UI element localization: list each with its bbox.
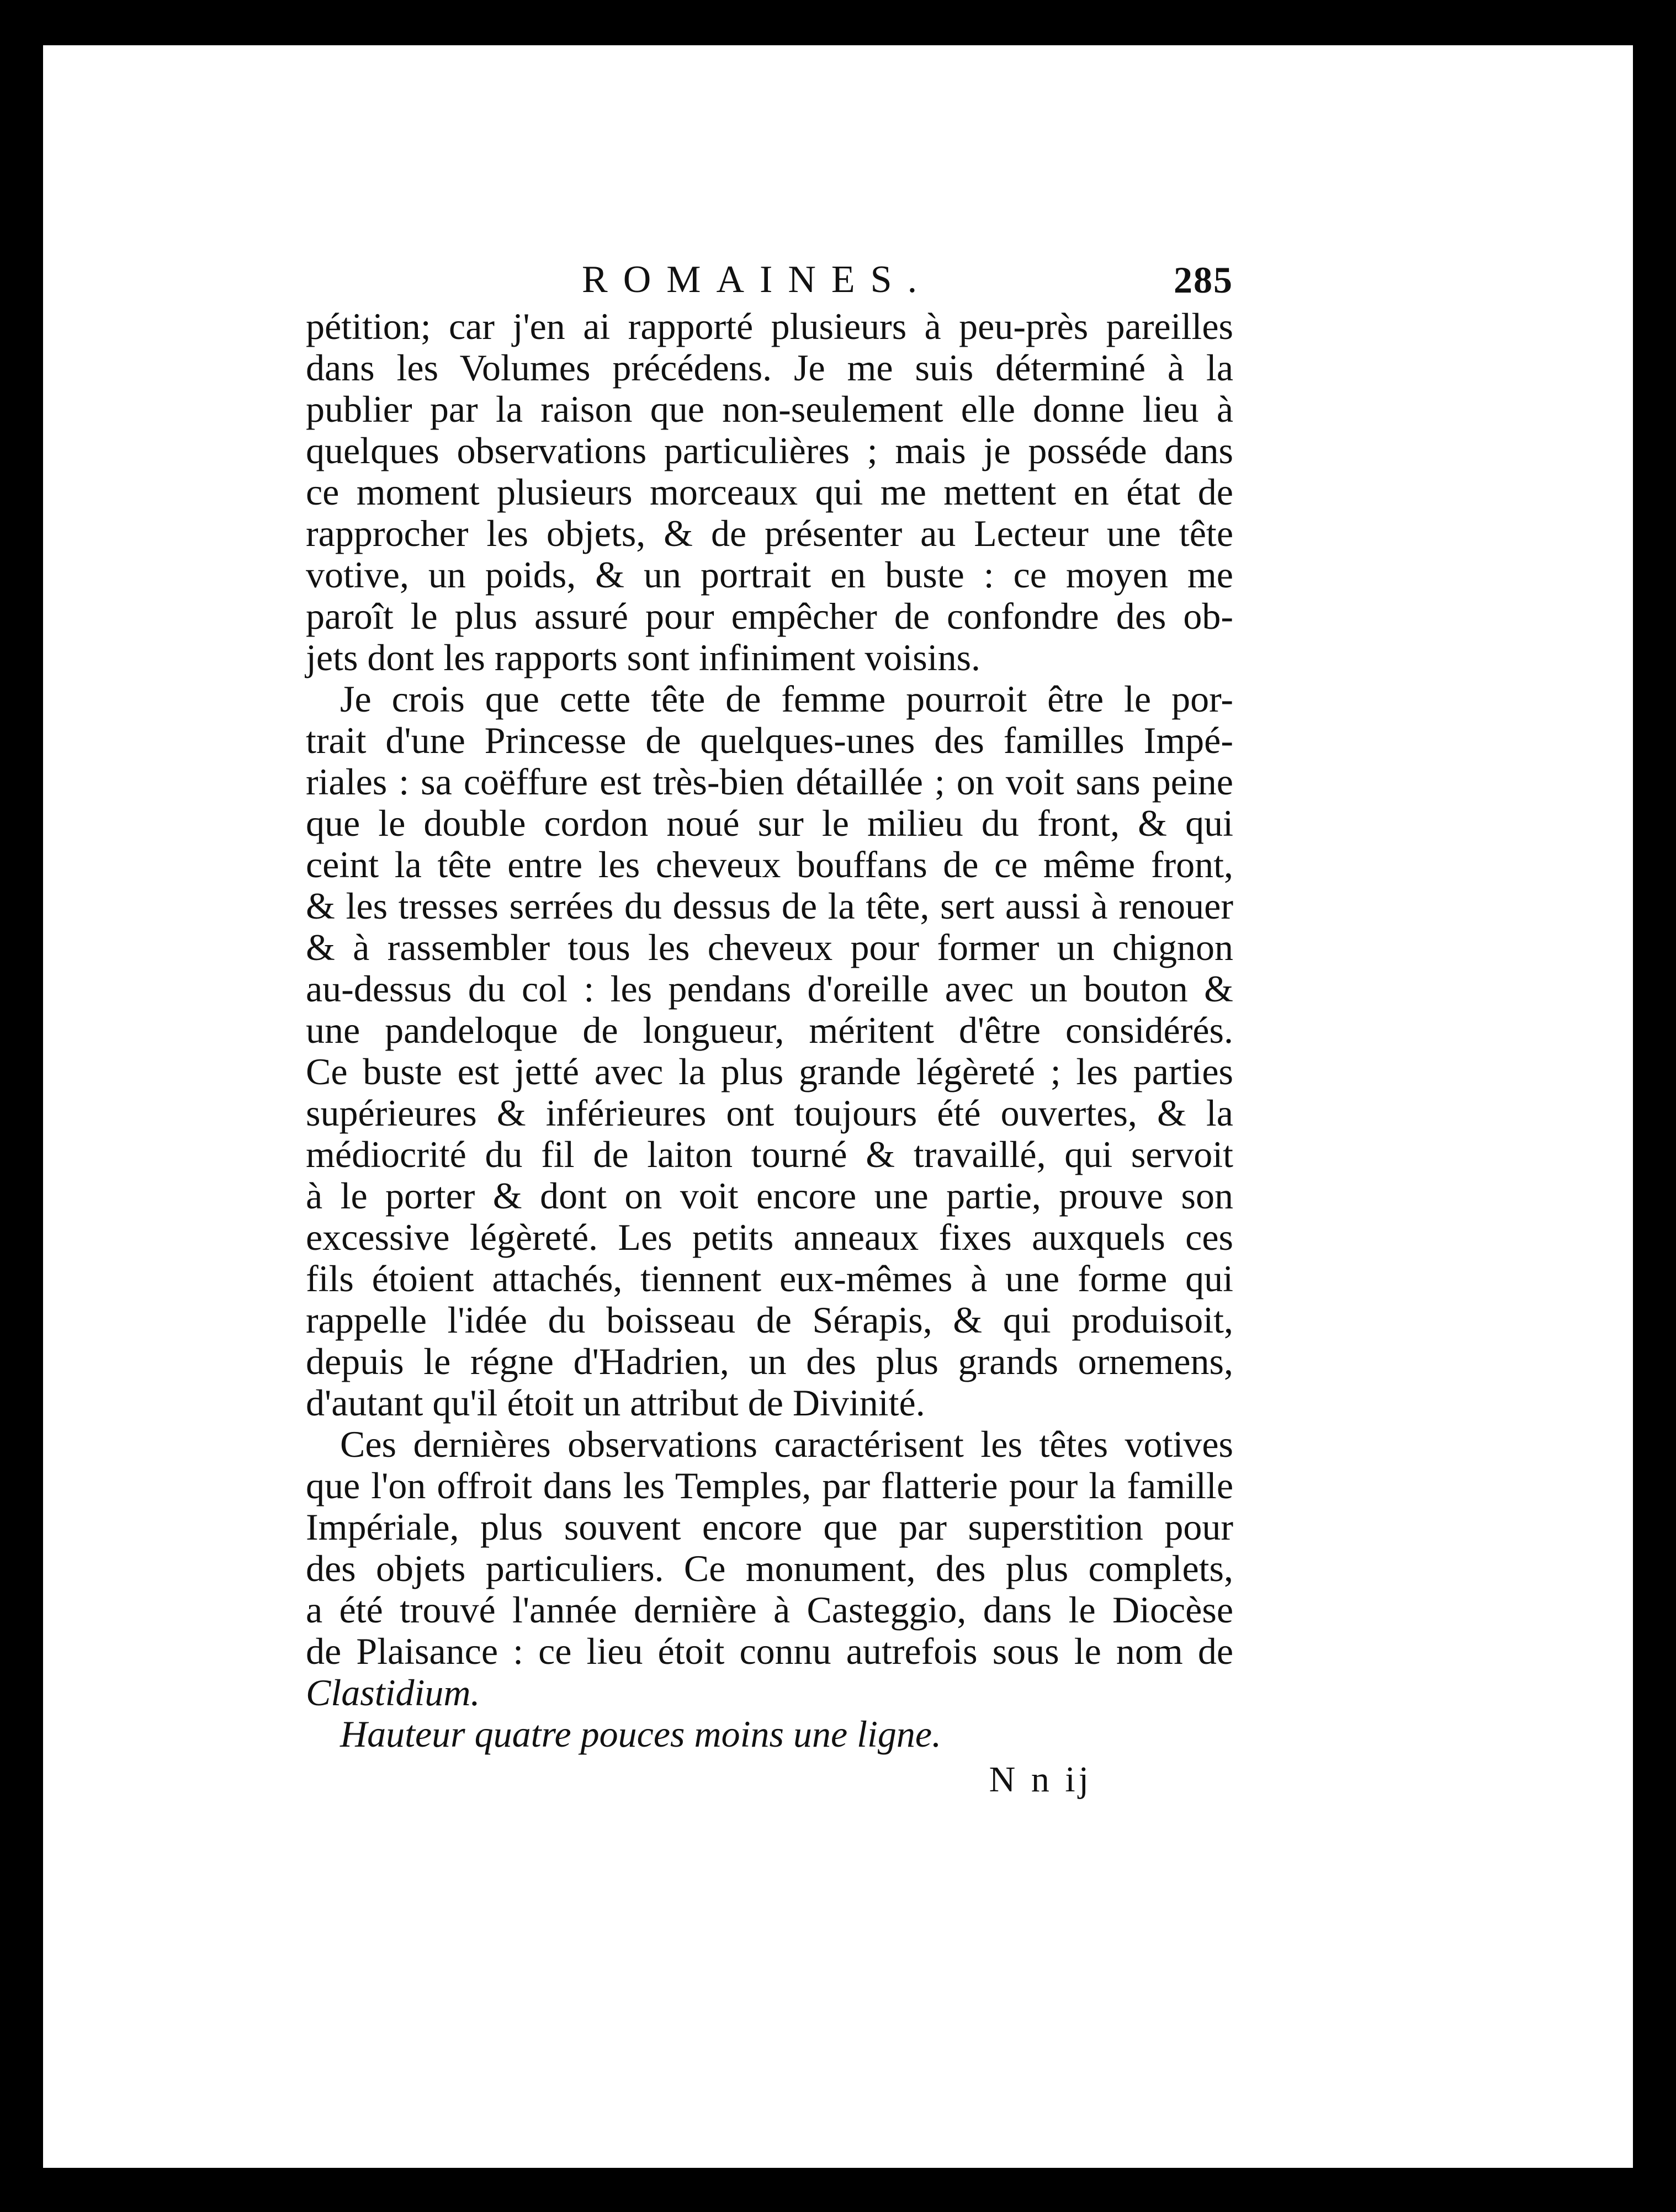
text-line: d'autant qu'il étoit un attribut de Divinité. xyxy=(306,1382,925,1424)
text-line: a été trouvé l'année dernière à Casteggio, dans le Diocèse xyxy=(306,1589,1233,1631)
book-page xyxy=(43,45,1633,2168)
text-line: trait d'une Princesse de quelques-unes des familles Impé- xyxy=(306,719,1233,761)
text-line: votive, un poids, & un portrait en buste : ce moyen me xyxy=(306,554,1233,596)
text-line: fils étoient attachés, tiennent eux-mêmes à une forme qui xyxy=(306,1258,1233,1299)
measurement-line: Hauteur quatre pouces moins une ligne. xyxy=(340,1713,942,1755)
running-title: ROMAINES. xyxy=(582,258,933,301)
text-line: de Plaisance : ce lieu étoit connu autrefois sous le nom de xyxy=(306,1630,1233,1672)
text-line: Impériale, plus souvent encore que par superstition pour xyxy=(306,1506,1233,1548)
text-line: supérieures & inférieures ont toujours été ouvertes, & la xyxy=(306,1092,1233,1134)
text-line: ce moment plusieurs morceaux qui me mettent en état de xyxy=(306,471,1233,513)
text-line: médiocrité du fil de laiton tourné & travaillé, qui servoit xyxy=(306,1133,1233,1175)
place-name-clastidium: Clastidium. xyxy=(306,1672,480,1714)
text-line: pétition; car j'en ai rapporté plusieurs à peu-près pareilles xyxy=(306,305,1233,347)
paragraph-2 xyxy=(306,678,1233,1424)
text-line: riales : sa coëffure est très-bien détaillée ; on voit sans peine xyxy=(306,761,1233,803)
text-line: jets dont les rapports sont infiniment voisins. xyxy=(306,636,981,678)
text-line: que l'on offroit dans les Temples, par flatterie pour la famille xyxy=(306,1465,1233,1507)
page-header xyxy=(306,254,1233,306)
page-number: 285 xyxy=(1174,259,1233,301)
text-line: excessive légèreté. Les petits anneaux fixes auxquels ces xyxy=(306,1216,1233,1258)
text-line: Ces dernières observations caractérisent les têtes votives xyxy=(340,1423,1233,1465)
text-line: Ce buste est jetté avec la plus grande légèreté ; les parties xyxy=(306,1051,1233,1092)
text-line: depuis le régne d'Hadrien, un des plus grands ornemens, xyxy=(306,1340,1233,1382)
paragraph-1 xyxy=(306,306,1233,678)
text-line: & les tresses serrées du dessus de la tête, sert aussi à renouer xyxy=(306,885,1233,927)
paragraph-3 xyxy=(306,1424,1233,1714)
text-line: dans les Volumes précédens. Je me suis déterminé à la xyxy=(306,347,1233,389)
signature-mark xyxy=(306,1755,1233,1805)
signature-text: N n ij xyxy=(989,1759,1092,1800)
text-line xyxy=(306,1672,1233,1714)
text-line: publier par la raison que non-seulement elle donne lieu à xyxy=(306,388,1233,430)
text-line: que le double cordon noué sur le milieu du front, & qui xyxy=(306,802,1233,844)
text-line: rappelle l'idée du boisseau de Sérapis, & qui produisoit, xyxy=(306,1299,1233,1341)
text-line: à le porter & dont on voit encore une partie, prouve son xyxy=(306,1175,1233,1217)
text-line: une pandeloque de longueur, méritent d'être considérés. xyxy=(306,1009,1233,1051)
text-line: rapprocher les objets, & de présenter au Lecteur une tête xyxy=(306,512,1233,554)
text-line: quelques observations particulières ; mais je posséde dans xyxy=(306,429,1233,471)
text-line: & à rassembler tous les cheveux pour former un chignon xyxy=(306,926,1233,968)
text-line: au-dessus du col : les pendans d'oreille avec un bouton & xyxy=(306,968,1233,1010)
text-line: des objets particuliers. Ce monument, des plus complets, xyxy=(306,1547,1233,1589)
text-block xyxy=(306,254,1233,1805)
text-line: ceint la tête entre les cheveux bouffans de ce même front, xyxy=(306,844,1233,885)
text-line: Je crois que cette tête de femme pourroit être le por- xyxy=(340,678,1233,720)
text-line: paroît le plus assuré pour empêcher de confondre des ob- xyxy=(306,595,1233,637)
